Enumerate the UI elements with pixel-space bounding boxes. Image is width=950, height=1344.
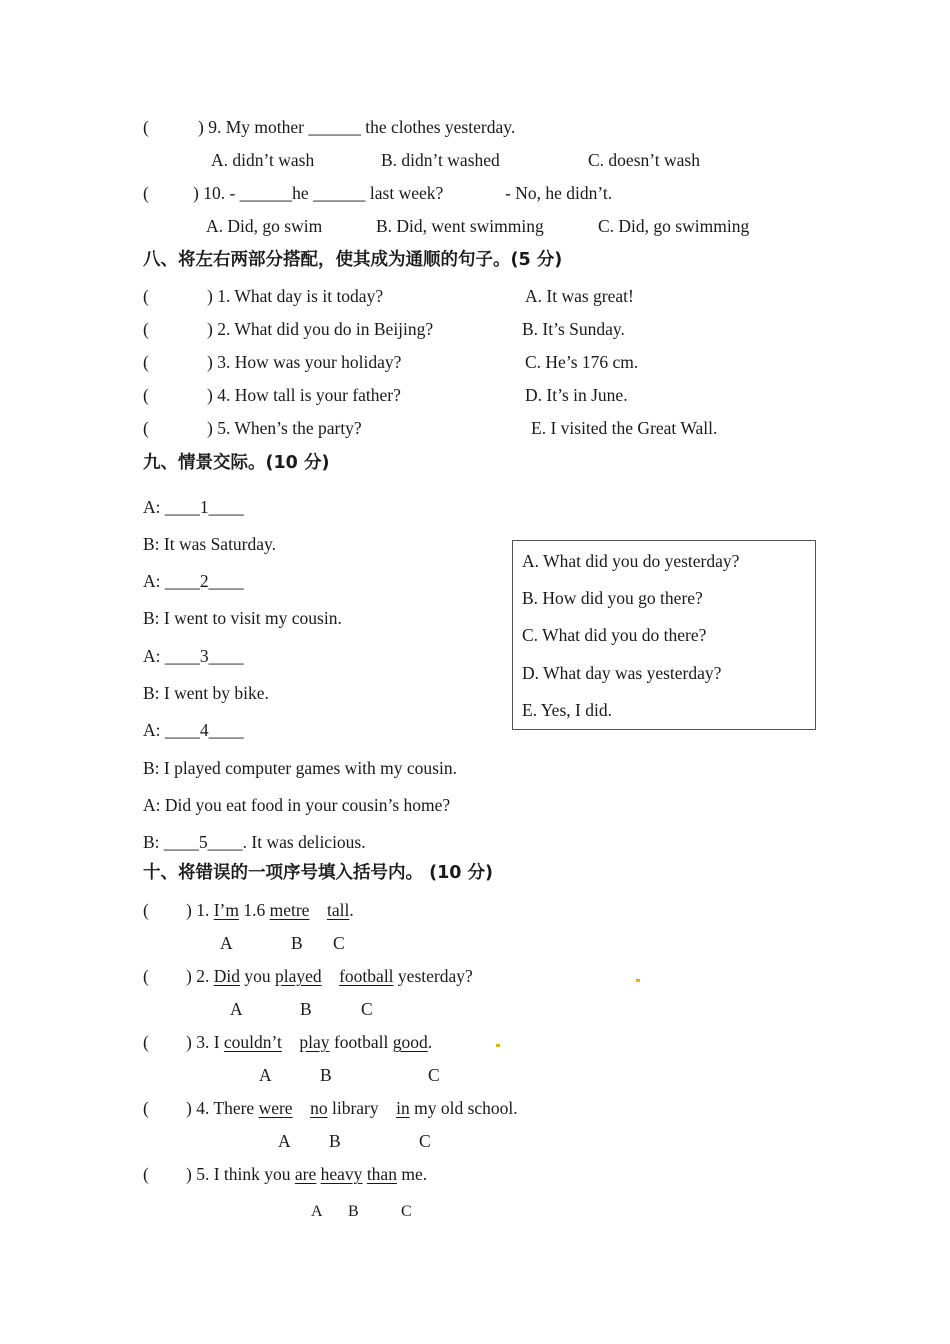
s10-q4-letter-a: A bbox=[278, 1131, 291, 1151]
s10-q1-sentence: ) 1. I’m 1.6 metre tall. bbox=[186, 900, 354, 920]
s10-q1-letter-c: C bbox=[333, 933, 345, 953]
s10-q2-paren[interactable]: ( bbox=[143, 966, 149, 986]
stray-mark bbox=[496, 1044, 500, 1047]
s8-answer-e: E. I visited the Great Wall. bbox=[531, 418, 718, 438]
section8-title: 八、将左右两部分搭配，使其成为通顺的句子。(5 分) bbox=[143, 250, 563, 270]
s9-line-3: A: ____2____ bbox=[143, 571, 244, 591]
s10-q4-letter-b: B bbox=[329, 1131, 341, 1151]
s8-q1-paren[interactable]: ( bbox=[143, 286, 149, 306]
s10-q3-letter-a: A bbox=[259, 1065, 272, 1085]
s8-q3-paren[interactable]: ( bbox=[143, 352, 149, 372]
q9-option-c: C. doesn’t wash bbox=[588, 150, 700, 170]
s10-q3-sentence: ) 3. I couldn’t play football good. bbox=[186, 1032, 433, 1052]
s8-q4-text: ) 4. How tall is your father? bbox=[207, 385, 401, 405]
s9-option-c: C. What did you do there? bbox=[522, 625, 707, 645]
s9-option-a: A. What did you do yesterday? bbox=[522, 551, 740, 571]
s8-q2-paren[interactable]: ( bbox=[143, 319, 149, 339]
s9-line-2: B: It was Saturday. bbox=[143, 534, 277, 554]
s10-q1-letter-a: A bbox=[220, 933, 233, 953]
section9-title: 九、情景交际。(10 分) bbox=[143, 453, 330, 473]
q9-paren[interactable]: ( bbox=[143, 117, 149, 137]
q10-option-c: C. Did, go swimming bbox=[598, 216, 750, 236]
s8-answer-a: A. It was great! bbox=[525, 286, 634, 306]
s8-q2-text: ) 2. What did you do in Beijing? bbox=[207, 319, 434, 339]
s9-line-4: B: I went to visit my cousin. bbox=[143, 608, 342, 628]
s8-answer-d: D. It’s in June. bbox=[525, 385, 628, 405]
s10-q5-paren[interactable]: ( bbox=[143, 1164, 149, 1184]
s9-line-6: B: I went by bike. bbox=[143, 683, 269, 703]
q10-text: ) 10. - ______he ______ last week? bbox=[193, 183, 444, 203]
s8-q5-text: ) 5. When’s the party? bbox=[207, 418, 362, 438]
q10-option-b: B. Did, went swimming bbox=[376, 216, 544, 236]
s8-q4-paren[interactable]: ( bbox=[143, 385, 149, 405]
s10-q5-sentence: ) 5. I think you are heavy than me. bbox=[186, 1164, 428, 1184]
s8-q1-text: ) 1. What day is it today? bbox=[207, 286, 384, 306]
s9-option-b: B. How did you go there? bbox=[522, 588, 703, 608]
s9-line-8: B: I played computer games with my cousin. bbox=[143, 758, 457, 778]
s10-q1-paren[interactable]: ( bbox=[143, 900, 149, 920]
s10-q5-letter-b: B bbox=[348, 1203, 359, 1220]
s10-q2-letter-c: C bbox=[361, 999, 373, 1019]
s10-q5-letter-c: C bbox=[401, 1203, 412, 1220]
s9-line-7: A: ____4____ bbox=[143, 720, 244, 740]
q9-option-a: A. didn’t wash bbox=[211, 150, 315, 170]
s10-q4-paren[interactable]: ( bbox=[143, 1098, 149, 1118]
s9-line-10: B: ____5____. It was delicious. bbox=[143, 832, 366, 852]
s10-q1-letter-b: B bbox=[291, 933, 303, 953]
section10-title: 十、将错误的一项序号填入括号内。 (10 分) bbox=[143, 863, 494, 883]
s10-q3-letter-c: C bbox=[428, 1065, 440, 1085]
q10-paren[interactable]: ( bbox=[143, 183, 149, 203]
s10-q4-sentence: ) 4. There were no library in my old school. bbox=[186, 1098, 518, 1118]
s8-answer-c: C. He’s 176 cm. bbox=[525, 352, 639, 372]
s9-option-e: E. Yes, I did. bbox=[522, 700, 612, 720]
s8-answer-b: B. It’s Sunday. bbox=[522, 319, 625, 339]
q9-option-b: B. didn’t washed bbox=[381, 150, 500, 170]
s8-q5-paren[interactable]: ( bbox=[143, 418, 149, 438]
s10-q2-sentence: ) 2. Did you played football yesterday? bbox=[186, 966, 473, 986]
q10-reply: - No, he didn’t. bbox=[505, 183, 613, 203]
s9-option-d: D. What day was yesterday? bbox=[522, 663, 722, 683]
s10-q4-letter-c: C bbox=[419, 1131, 431, 1151]
s8-q3-text: ) 3. How was your holiday? bbox=[207, 352, 402, 372]
s9-line-1: A: ____1____ bbox=[143, 497, 244, 517]
s10-q3-letter-b: B bbox=[320, 1065, 332, 1085]
s9-line-9: A: Did you eat food in your cousin’s home? bbox=[143, 795, 451, 815]
s10-q3-paren[interactable]: ( bbox=[143, 1032, 149, 1052]
s10-q2-letter-b: B bbox=[300, 999, 312, 1019]
q9-text: ) 9. My mother ______ the clothes yesterday. bbox=[198, 117, 516, 137]
q10-option-a: A. Did, go swim bbox=[206, 216, 323, 236]
s10-q5-letter-a: A bbox=[311, 1203, 323, 1220]
s9-line-5: A: ____3____ bbox=[143, 646, 244, 666]
s10-q2-letter-a: A bbox=[230, 999, 243, 1019]
stray-mark bbox=[636, 979, 640, 982]
